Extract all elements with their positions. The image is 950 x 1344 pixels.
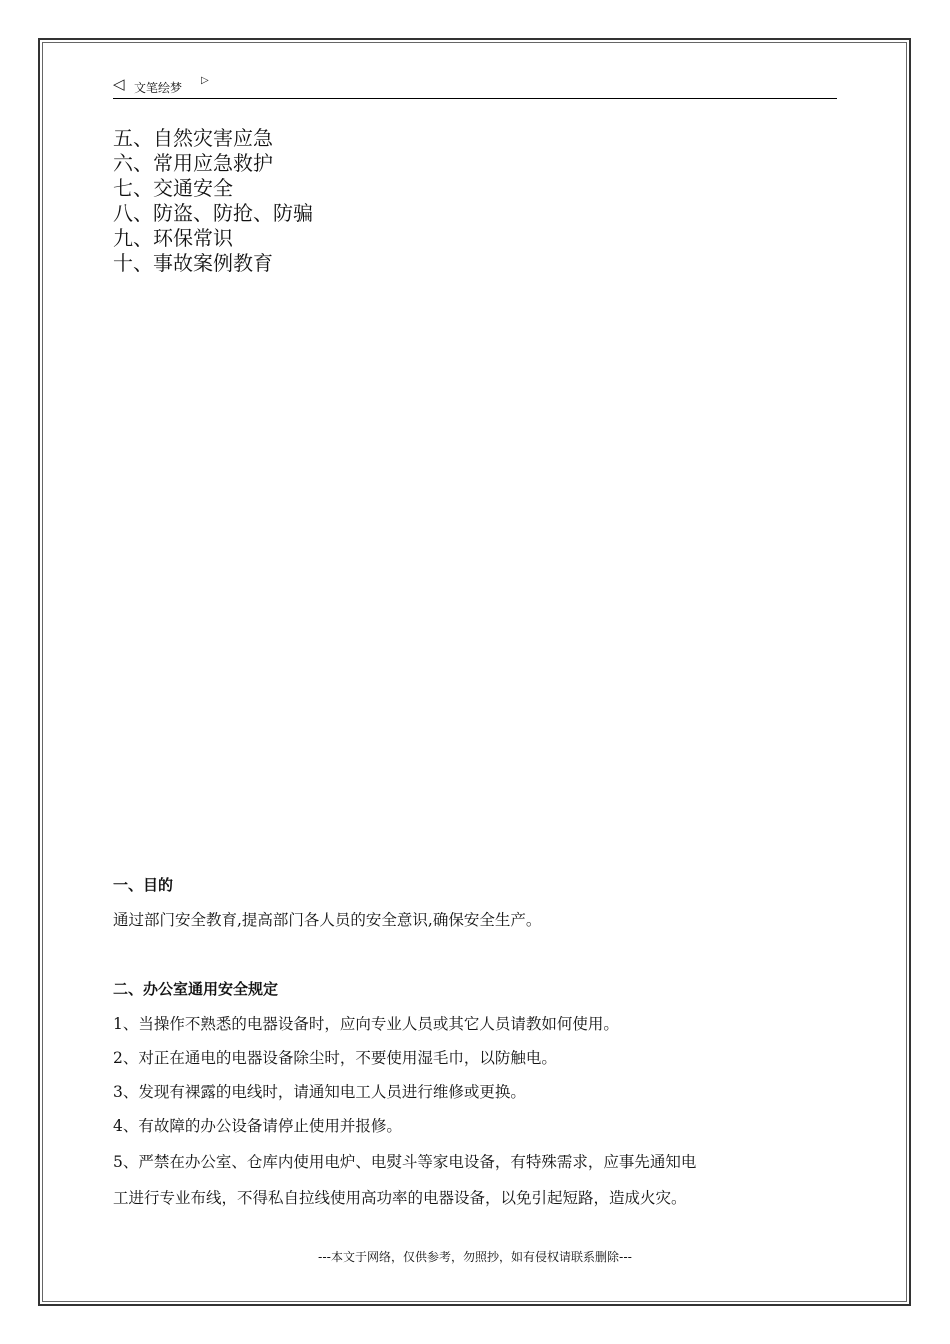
- toc-item: 十、事故案例教育: [113, 251, 273, 275]
- rule-item-continued: 工进行专业布线，不得私自拉线使用高功率的电器设备，以免引起短路，造成火灾。: [113, 1189, 687, 1207]
- page-footer: ---本文于网络，仅供参考，勿照抄，如有侵权请联系删除---: [318, 1250, 632, 1264]
- section-paragraph: 通过部门安全教育,提高部门各人员的安全意识,确保安全生产。: [113, 911, 542, 929]
- toc-item: 七、交通安全: [113, 176, 233, 200]
- triangle-right-icon: ▷: [201, 75, 209, 86]
- rule-item: 3、发现有裸露的电线时，请通知电工人员进行维修或更换。: [113, 1083, 526, 1101]
- triangle-left-icon: ◁: [113, 75, 125, 93]
- toc-item: 六、常用应急救护: [113, 151, 273, 175]
- rule-item: 1、当操作不熟悉的电器设备时，应向专业人员或其它人员请教如何使用。: [113, 1015, 619, 1033]
- toc-list: [113, 126, 313, 276]
- toc-item: 九、环保常识: [113, 226, 233, 250]
- section-title-office-rules: 二、办公室通用安全规定: [113, 980, 279, 998]
- toc-item: 八、防盗、防抢、防骗: [113, 201, 313, 225]
- rule-item: 2、对正在通电的电器设备除尘时，不要使用湿毛巾，以防触电。: [113, 1049, 557, 1067]
- section-title-purpose: 一、目的: [113, 876, 174, 894]
- rule-item: 4、有故障的办公设备请停止使用并报修。: [113, 1117, 402, 1135]
- page-header: [113, 74, 837, 99]
- toc-item: 五、自然灾害应急: [113, 126, 273, 150]
- header-brand: 文笔绘梦: [134, 81, 183, 95]
- rule-item: 5、严禁在办公室、仓库内使用电炉、电熨斗等家电设备，有特殊需求，应事先通知电: [113, 1153, 697, 1171]
